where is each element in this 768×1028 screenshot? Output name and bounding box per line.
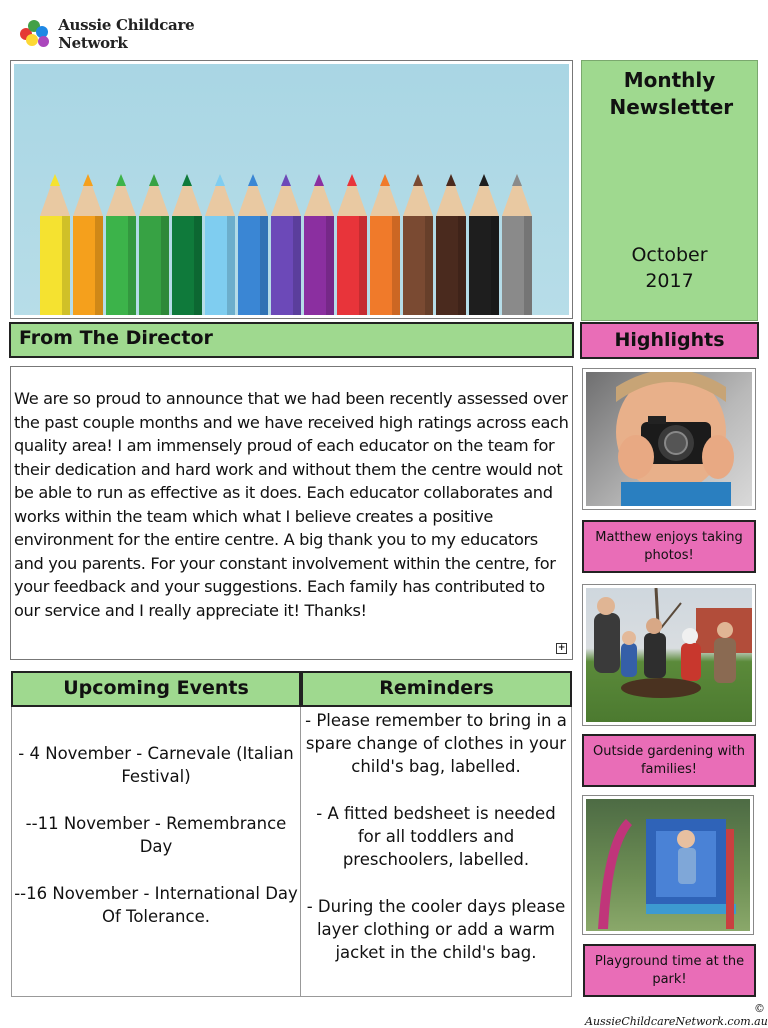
hero-image bbox=[10, 60, 573, 319]
director-message bbox=[10, 366, 573, 660]
list-item: - 4 November - Carnevale (Italian Festival) bbox=[18, 744, 294, 786]
list-item: - Please remember to bring in a spare change of clothes in your child's bag, labelled. bbox=[305, 711, 567, 776]
events-heading: Upcoming Events bbox=[11, 671, 301, 707]
expand-icon[interactable]: + bbox=[557, 643, 566, 653]
highlight-caption: Outside gardening with families! bbox=[582, 734, 756, 787]
highlights-heading: Highlights bbox=[580, 322, 759, 359]
highlight-photo-gardening bbox=[582, 584, 756, 726]
list-item: --16 November - International Day Of Tolerance. bbox=[14, 884, 298, 926]
masthead-box bbox=[581, 60, 758, 321]
list-item: - During the cooler days please layer clothing or add a warm jacket in the child's bag. bbox=[306, 897, 566, 962]
reminders-heading: Reminders bbox=[301, 671, 572, 707]
events-list bbox=[11, 707, 301, 997]
copyright-footer: © AussieChildcareNetwork.com.au bbox=[585, 1002, 768, 1028]
colored-pencils-illustration bbox=[14, 64, 569, 315]
list-item: - A fitted bedsheet is needed for all toddlers and preschoolers, labelled. bbox=[316, 804, 556, 869]
family-gardening-illustration bbox=[586, 588, 752, 722]
brand-name: Aussie Childcare Network bbox=[58, 16, 195, 52]
logo-mark-icon bbox=[18, 18, 52, 50]
reminders-list bbox=[301, 707, 572, 997]
newsletter-date: October 2017 bbox=[631, 244, 708, 292]
director-message-text: We are so proud to announce that we had been recently assessed over the past couple months and we have received high ratings across each quality area! I am immensely proud of each educator on the team for their dedication and hard work and without them the centre would not be able to run as effective as it does. Each educator collaborates and works within the team which what I believe creates a positive environment for the entire centre. A big thank you to my educators and you parents. For your constant involvement within the centre, for your feedback and your suggestions. Each family has contributed to our service and I really appreciate it! Thanks! bbox=[14, 389, 569, 620]
newsletter-title: Monthly Newsletter bbox=[609, 68, 734, 119]
highlight-caption: Playground time at the park! bbox=[583, 944, 756, 997]
highlight-caption: Matthew enjoys taking photos! bbox=[582, 520, 756, 573]
playground-illustration bbox=[586, 799, 750, 931]
child-with-camera-illustration bbox=[586, 372, 752, 506]
brand-logo bbox=[18, 16, 258, 52]
highlight-photo-playground bbox=[582, 795, 754, 935]
highlight-photo-camera bbox=[582, 368, 756, 510]
director-heading: From The Director bbox=[9, 322, 574, 358]
list-item: --11 November - Remembrance Day bbox=[25, 814, 287, 856]
